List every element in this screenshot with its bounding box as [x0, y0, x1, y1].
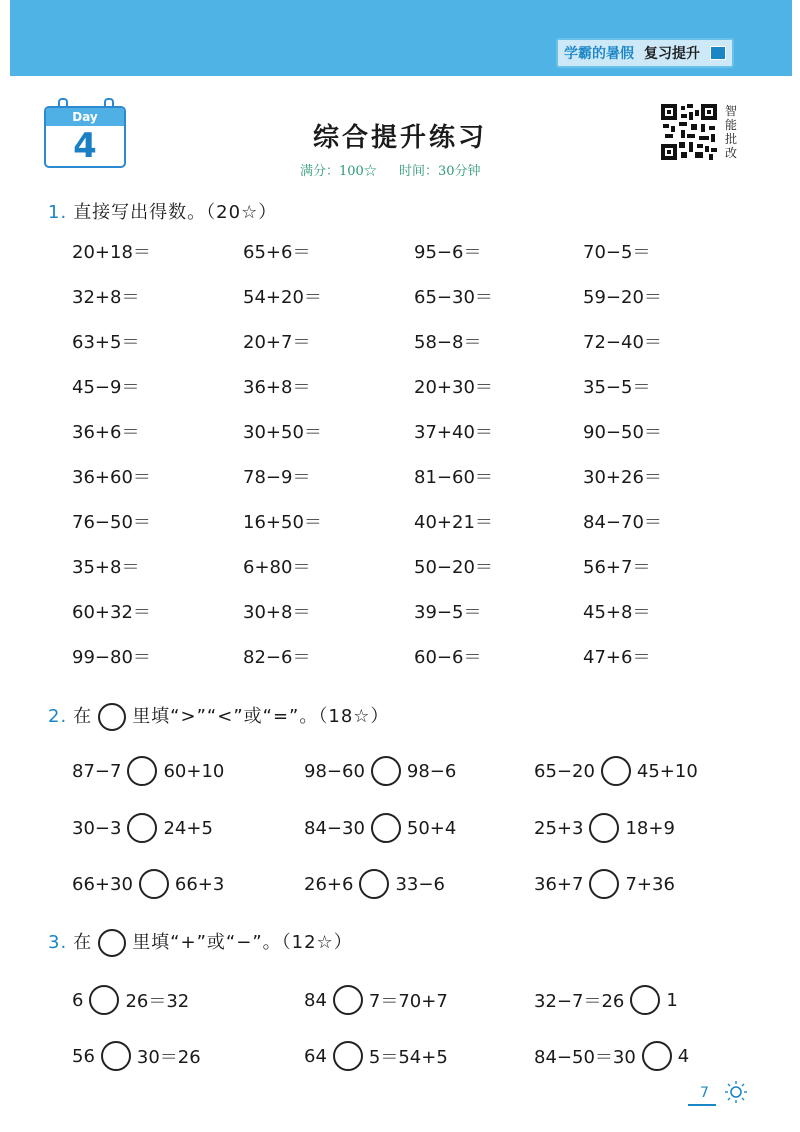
calc-item: 20+30＝ [414, 377, 493, 398]
score-time-line [300, 160, 499, 179]
calc-item: 35−5＝ [583, 377, 651, 398]
calc-item: 37+40＝ [414, 422, 493, 443]
blank-circle-icon [98, 703, 126, 731]
calc-item: 20+18＝ [72, 242, 151, 263]
day-label: Day [46, 108, 124, 126]
calc-item: 30+26＝ [583, 467, 662, 488]
calc-item: 78−9＝ [243, 467, 311, 488]
calc-item: 60−6＝ [414, 647, 482, 668]
problem-item [304, 756, 534, 786]
problem-item [304, 1041, 534, 1071]
expression-left: 30−3 [72, 817, 122, 839]
side-char: 智 [724, 104, 737, 118]
calc-item: 65−30＝ [414, 287, 493, 308]
problem-item [304, 985, 534, 1015]
calc-item: 81−60＝ [414, 467, 493, 488]
calc-item: 82−6＝ [243, 647, 311, 668]
calc-item: 95−6＝ [414, 242, 482, 263]
page-title: 综合提升练习 [312, 123, 487, 153]
problem-row [72, 813, 732, 843]
expression-right: 66+3 [174, 873, 225, 895]
header-band [10, 0, 792, 76]
expression-right: 26＝32 [125, 991, 190, 1012]
side-char: 能 [724, 118, 737, 132]
calc-item: 45+8＝ [583, 602, 651, 623]
calc-item: 36+60＝ [72, 467, 151, 488]
calc-item: 6+80＝ [243, 557, 311, 578]
section-pre: 在 [73, 932, 93, 953]
calc-item: 76−50＝ [72, 512, 151, 533]
calc-item: 84−70＝ [583, 512, 662, 533]
answer-circle[interactable] [127, 756, 157, 786]
problem-item [72, 813, 304, 843]
expression-right: 4 [677, 1045, 690, 1067]
calc-item: 90−50＝ [583, 422, 662, 443]
calc-item: 35+8＝ [72, 557, 140, 578]
problem-item [304, 869, 534, 899]
problem-item [534, 813, 732, 843]
calc-item: 30+8＝ [243, 602, 311, 623]
sun-icon [724, 1080, 748, 1104]
calc-item: 56+7＝ [583, 557, 651, 578]
expression-left: 32−7＝26 [534, 991, 625, 1012]
calc-item: 39−5＝ [414, 602, 482, 623]
book-icon [710, 46, 726, 60]
expression-right: 30＝26 [136, 1047, 201, 1068]
answer-circle[interactable] [359, 869, 389, 899]
calc-item: 47+6＝ [583, 647, 651, 668]
side-char: 批 [724, 132, 737, 146]
expression-left: 36+7 [534, 873, 584, 895]
calc-item: 32+8＝ [72, 287, 140, 308]
problem-row [72, 985, 732, 1015]
answer-circle[interactable] [589, 869, 619, 899]
problem-row [72, 756, 732, 786]
problem-item [304, 813, 534, 843]
problem-item [534, 869, 732, 899]
calc-item: 70−5＝ [583, 242, 651, 263]
problem-item [72, 869, 304, 899]
problem-row [72, 869, 732, 899]
expression-left: 84−30 [304, 817, 365, 839]
expression-left: 87−7 [72, 760, 122, 782]
expression-left: 84−50＝30 [534, 1047, 636, 1068]
expression-right: 33−6 [395, 873, 445, 895]
answer-circle[interactable] [642, 1041, 672, 1071]
expression-left: 25+3 [534, 817, 584, 839]
section2-title [48, 702, 389, 731]
expression-left: 84 [304, 989, 327, 1011]
section1-title [48, 198, 277, 224]
answer-circle[interactable] [333, 985, 363, 1015]
problem-item [72, 985, 304, 1015]
answer-circle[interactable] [371, 756, 401, 786]
qr-code-icon[interactable] [661, 104, 717, 160]
problem-item [534, 985, 732, 1015]
series-title: 学霸的暑假 [564, 46, 634, 62]
answer-circle[interactable] [333, 1041, 363, 1071]
expression-right: 60+10 [163, 760, 225, 782]
section-number: 3. [48, 932, 68, 953]
section-pre: 在 [73, 706, 93, 727]
expression-left: 26+6 [304, 873, 354, 895]
calc-item: 72−40＝ [583, 332, 662, 353]
problem-item [534, 756, 732, 786]
blank-circle-icon [98, 929, 126, 957]
answer-circle[interactable] [127, 813, 157, 843]
section-number: 1. [48, 202, 68, 223]
problem-item [72, 756, 304, 786]
calc-grid [72, 238, 712, 688]
answer-circle[interactable] [589, 813, 619, 843]
page-number-underline [688, 1104, 716, 1106]
day-number: 4 [73, 126, 97, 166]
expression-right: 24+5 [163, 817, 213, 839]
expression-left: 6 [72, 989, 84, 1011]
expression-right: 7＝70+7 [368, 991, 448, 1012]
calc-item: 65+6＝ [243, 242, 311, 263]
section-text: 直接写出得数。（20☆） [73, 202, 278, 223]
calc-item: 63+5＝ [72, 332, 140, 353]
expression-right: 5＝54+5 [368, 1047, 448, 1068]
section3-title [48, 928, 353, 957]
calc-item: 54+20＝ [243, 287, 322, 308]
calc-item: 59−20＝ [583, 287, 662, 308]
expression-left: 56 [72, 1045, 95, 1067]
calc-item: 36+8＝ [243, 377, 311, 398]
series-tag [556, 38, 734, 68]
section-number: 2. [48, 706, 68, 727]
calc-item: 40+21＝ [414, 512, 493, 533]
calc-item: 30+50＝ [243, 422, 322, 443]
expression-left: 65−20 [534, 760, 595, 782]
calc-item: 50−20＝ [414, 557, 493, 578]
calc-item: 60+32＝ [72, 602, 151, 623]
smart-grading-label [722, 104, 740, 160]
answer-circle[interactable] [630, 985, 660, 1015]
problem-item [72, 1041, 304, 1071]
answer-circle[interactable] [371, 813, 401, 843]
problem-item [534, 1041, 732, 1071]
expression-right: 50+4 [406, 817, 457, 839]
calc-item: 20+7＝ [243, 332, 311, 353]
answer-circle[interactable] [139, 869, 169, 899]
calc-item: 16+50＝ [243, 512, 322, 533]
expression-left: 98−60 [304, 760, 365, 782]
side-char: 改 [724, 146, 737, 160]
expression-left: 66+30 [72, 873, 133, 895]
time-limit: 时间：30分钟 [398, 164, 481, 179]
expression-right: 98−6 [406, 760, 457, 782]
full-score: 满分：100☆ [300, 164, 377, 179]
page-number: 7 [700, 1085, 709, 1101]
section-text: 里填“>”“<”或“=”。（18☆） [132, 706, 390, 727]
expression-right: 18+9 [625, 817, 675, 839]
calc-item: 45−9＝ [72, 377, 140, 398]
calc-item: 58−8＝ [414, 332, 482, 353]
expression-right: 1 [666, 989, 678, 1011]
answer-circle[interactable] [89, 985, 119, 1015]
series-subtitle: 复习提升 [644, 46, 700, 62]
calc-item: 99−80＝ [72, 647, 151, 668]
section-text: 里填“+”或“−”。（12☆） [132, 932, 353, 953]
problem-row [72, 1041, 732, 1071]
expression-right: 7+36 [625, 873, 675, 895]
answer-circle[interactable] [101, 1041, 131, 1071]
calc-item: 36+6＝ [72, 422, 140, 443]
expression-left: 64 [304, 1045, 327, 1067]
answer-circle[interactable] [601, 756, 631, 786]
expression-right: 45+10 [636, 760, 698, 782]
